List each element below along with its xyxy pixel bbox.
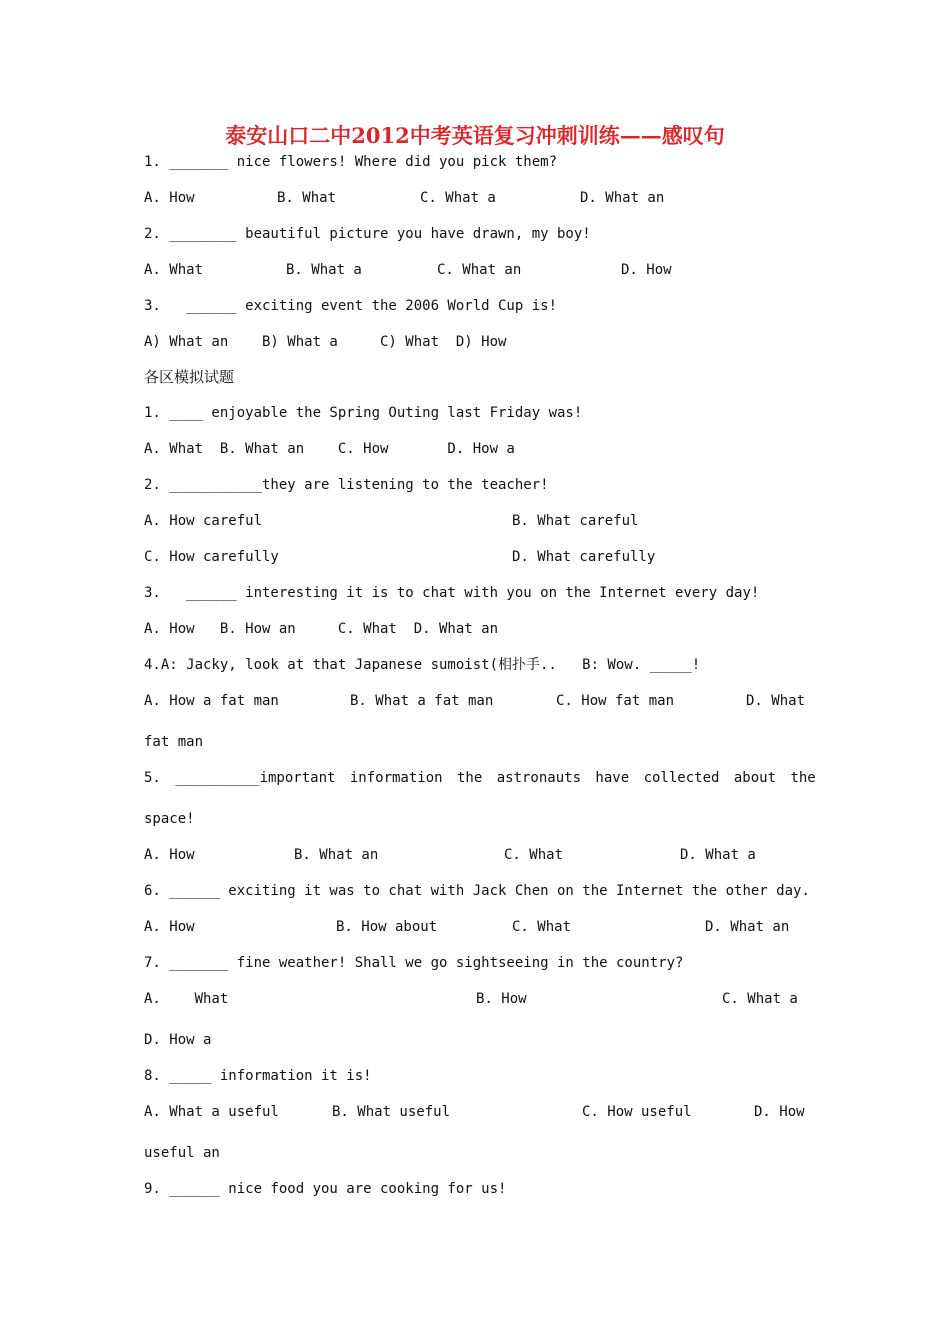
page-title: 泰安山口二中2012中考英语复习冲刺训练——感叹句 (225, 123, 725, 148)
option-a: A. What a useful (144, 1104, 279, 1120)
option-b: B. What careful (512, 513, 639, 529)
option-b: B. What useful (332, 1104, 451, 1120)
option-a: A. How a fat man (144, 693, 279, 709)
option-c: C. What (504, 847, 564, 863)
option-c: C. What (512, 919, 572, 935)
option-c: C. How carefully (144, 549, 279, 565)
question-3: 3. ______ exciting event the 2006 World Cup is! (144, 298, 558, 314)
option-c: C. What a (722, 991, 798, 1007)
question-1: 1. ____ enjoyable the Spring Outing last Friday was! (144, 405, 583, 421)
option-d: D. What carefully (512, 549, 656, 565)
option-b: B. What (277, 190, 337, 206)
option-d: D. What (746, 693, 806, 709)
question-1-options: A. What B. What an C. How D. How a (144, 441, 515, 457)
question-8-wrap: useful an (144, 1145, 220, 1161)
option-a: A. How (144, 847, 195, 863)
option-b: B. What an (294, 847, 379, 863)
option-d: D. What an (580, 190, 665, 206)
option-b: B. What a (286, 262, 362, 278)
option-c: C. How fat man (556, 693, 675, 709)
option-d: D. What a (680, 847, 756, 863)
question-6: 6. ______ exciting it was to chat with Jack Chen on the Internet the other day. (144, 883, 810, 899)
option-a: A. How careful (144, 513, 263, 529)
question-2: 2. ________ beautiful picture you have drawn, my boy! (144, 226, 591, 242)
option-b: B. What a fat man (350, 693, 494, 709)
question-9: 9. ______ nice food you are cooking for us! (144, 1181, 507, 1197)
option-c: C. What an (437, 262, 522, 278)
option-d: D. How a (144, 1032, 212, 1048)
option-d: D. What an (705, 919, 790, 935)
question-4: 4.A: Jacky, look at that Japanese sumoist(相扑手.. B: Wow. _____! (144, 657, 701, 673)
question-4-wrap: fat man (144, 734, 204, 750)
question-7: 7. _______ fine weather! Shall we go sightseeing in the country? (144, 955, 684, 971)
option-d: D. How (754, 1104, 805, 1120)
question-5-wrap: space! (144, 811, 195, 827)
option-a: A. How (144, 190, 195, 206)
option-d: D. How (621, 262, 672, 278)
question-3: 3. ______ interesting it is to chat with you on the Internet every day! (144, 585, 760, 601)
question-2: 2. ___________they are listening to the teacher! (144, 477, 549, 493)
question-5: 5. __________important information the astronauts have collected about the (144, 770, 816, 786)
option-b: B. How about (336, 919, 438, 935)
option-c: C. How useful (582, 1104, 692, 1120)
option-c: C. What a (420, 190, 496, 206)
option-a: A. What (144, 262, 204, 278)
question-1: 1. _______ nice flowers! Where did you pick them? (144, 154, 558, 170)
option-b: B. How (476, 991, 527, 1007)
option-a: A. What (144, 991, 229, 1007)
question-8: 8. _____ information it is! (144, 1068, 372, 1084)
option-a: A. How (144, 919, 195, 935)
section-label: 各区模拟试题 (144, 368, 235, 386)
question-3-options: A) What an B) What a C) What D) How (144, 334, 507, 350)
question-3-options: A. How B. How an C. What D. What an (144, 621, 499, 637)
